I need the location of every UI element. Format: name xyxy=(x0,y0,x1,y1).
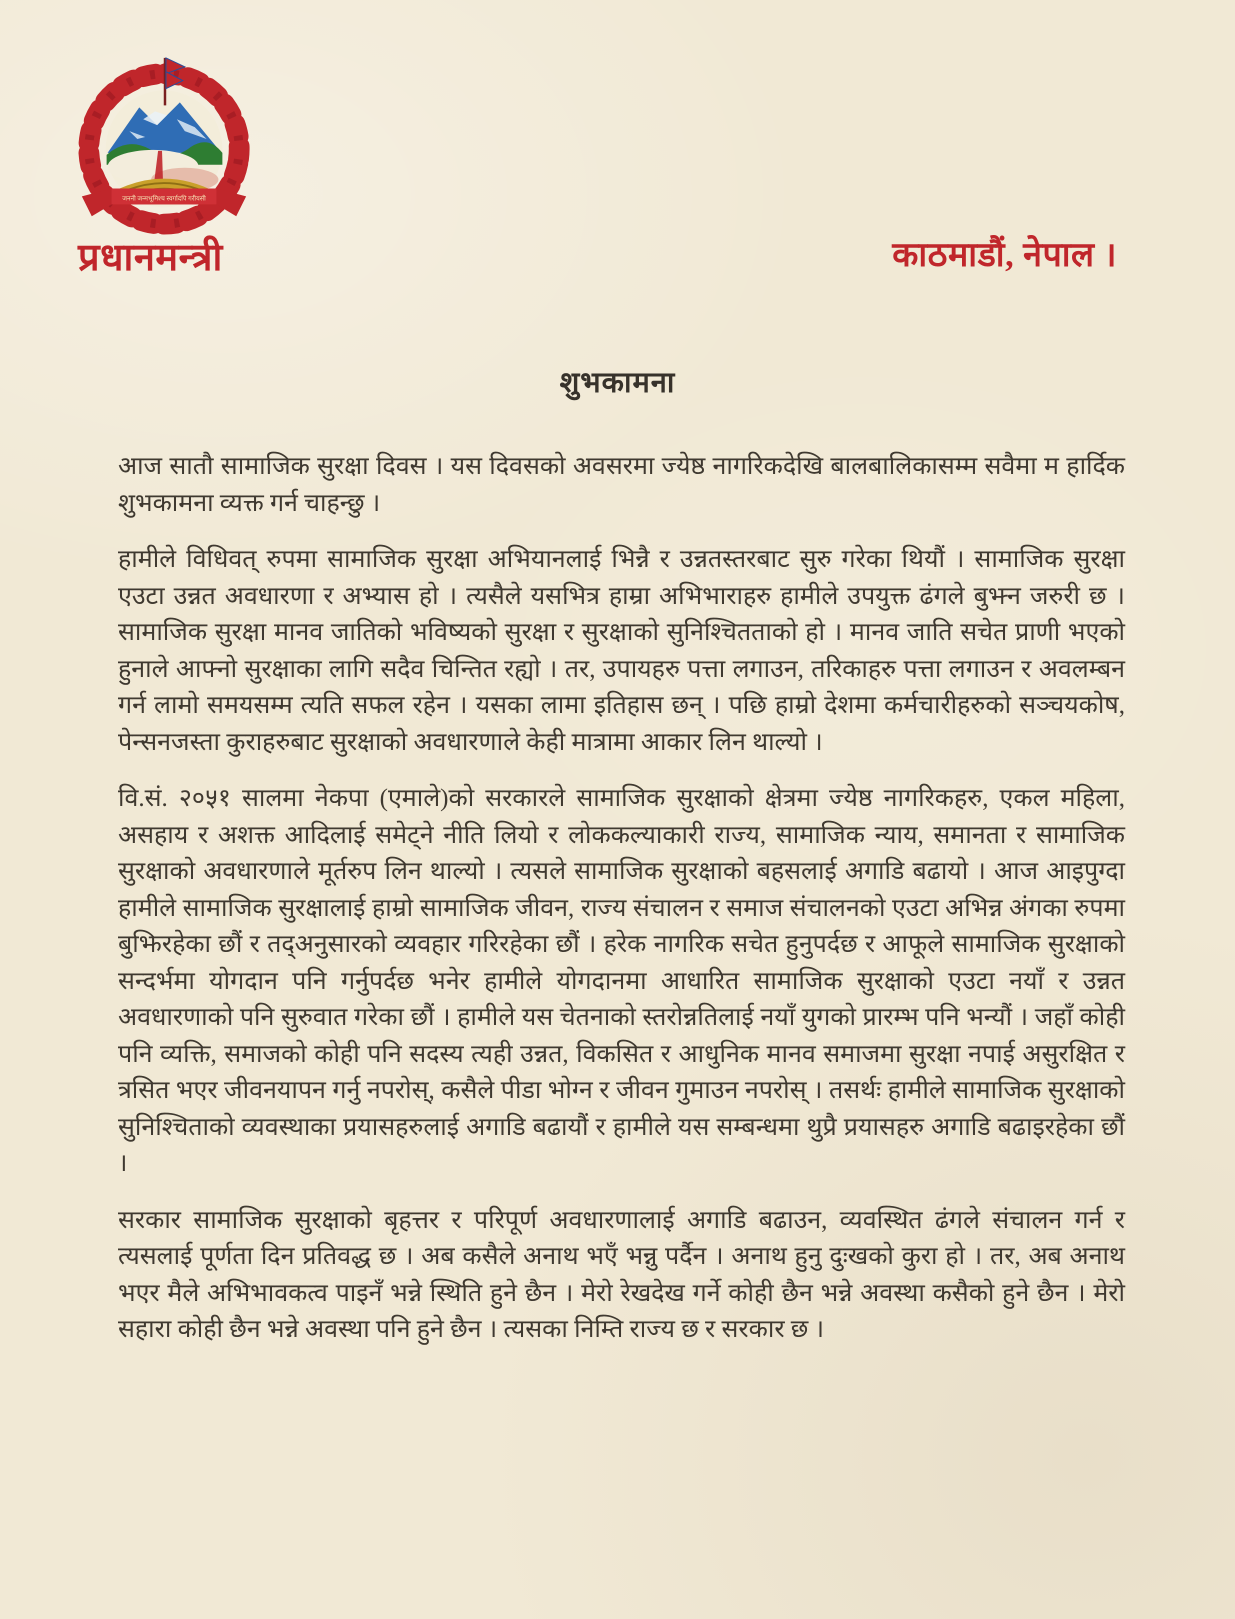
paragraph-history: हामीले विधिवत् रुपमा सामाजिक सुरक्षा अभियानलाई भिन्नै र उन्नतस्तरबाट सुरु गरेका थियौं । सामाजिक सुरक्षा एउटा उन्नत अवधारणा र अभ्यास हो । त्यसैले यसभित्र हाम्रा अभिभाराहरु हामीले उपयुक्त ढंगले बुझ्न जरुरी छ । सामाजिक सुरक्षा मानव जातिको भविष्यको सुरक्षा र सुरक्षाको सुनिश्चितताको हो । मानव जाति सचेत प्राणी भएको हुनाले आफ्नो सुरक्षाका लागि सदैव चिन्तित रह्यो । तर, उपायहरु पत्ता लगाउन, तरिकाहरु पत्ता लगाउन र अवलम्बन गर्न लामो समयसम्म त्यति सफल रहेन । यसका लामा इतिहास छन् । पछि हाम्रो देशमा कर्मचारीहरुको सञ्चयकोष, पेन्सनजस्ता कुराहरुबाट सुरक्षाको अवधारणाले केही मात्रामा आकार लिन थाल्यो । xyxy=(118,546,1125,756)
letter-body xyxy=(0,449,1235,1349)
paragraph-policy: वि.सं. २०५१ सालमा नेकपा (एमाले)को सरकारले सामाजिक सुरक्षाको क्षेत्रमा ज्येष्ठ नागरिकहरु, एकल महिला, असहाय र अशक्त आदिलाई समेट्ने नीति लियो र लोककल्याकारी राज्य, सामाजिक न्याय, समानता र सामाजिक सुरक्षाको अवधारणाले मूर्तरुप लिन थाल्यो । त्यसले सामाजिक सुरक्षाको बहसलाई अगाडि बढायो । आज आइपुग्दा हामीले सामाजिक सुरक्षालाई हाम्रो सामाजिक जीवन, राज्य संचालन र समाज संचालनको एउटा अभिन्न अंगका रुपमा बुझिरहेका छौं र तद्अनुसारको व्यवहार गरिरहेका छौं । हरेक नागरिक सचेत हुनुपर्दछ र आफूले सामाजिक सुरक्षाको सन्दर्भमा योगदान पनि गर्नुपर्दछ भनेर हामीले योगदानमा आधारित सामाजिक सुरक्षाको एउटा नयाँ र उन्नत अवधारणाको पनि सुरुवात गरेका छौं । हामीले यस चेतनाको स्तरोन्नतिलाई नयाँ युगको प्रारम्भ पनि भन्यौं । जहाँ कोही पनि व्यक्ति, समाजको कोही पनि सदस्य त्यही उन्नत, विकसित र आधुनिक मानव समाजमा सुरक्षा नपाई असुरक्षित र त्रसित भएर जीवनयापन गर्नु नपरोस्, कसैले पीडा भोग्न र जीवन गुमाउन नपरोस् । तसर्थः हामीले सामाजिक सुरक्षाको सुनिश्चिताको व्यवस्थाका प्रयासहरुलाई अगाडि बढायौं र हामीले यस सम्बन्धमा थुप्रै प्रयासहरु अगाडि बढाइरहेका छौं । xyxy=(118,785,1125,1177)
emblem-motto-text: जननी जन्मभूमिश्च स्वर्गादपि गरीयसी xyxy=(122,195,206,203)
nepal-coat-of-arms-icon xyxy=(60,48,268,236)
paragraph-greeting: आज सातौ सामाजिक सुरक्षा दिवस । यस दिवसको अवसरमा ज्येष्ठ नागरिकदेखि बालबालिकासम्म सवैमा म हार्दिक शुभकामना व्यक्त गर्न चाहन्छु । xyxy=(118,453,1125,517)
nepal-emblem-svg xyxy=(60,48,268,236)
paragraph-commitment: सरकार सामाजिक सुरक्षाको बृहत्तर र परिपूर्ण अवधारणालाई अगाडि बढाउन, व्यवस्थित ढंगले संचालन गर्न र त्यसलाई पूर्णता दिन प्रतिवद्ध छ । अब कसैले अनाथ भएँ भन्नु पर्दैन । अनाथ हुनु दुःखको कुरा हो । तर, अब अनाथ भएर मैले अभिभावकत्व पाइनँ भन्ने स्थिति हुने छैन । मेरो रेखदेख गर्ने कोही छैन भन्ने अवस्था कसैको हुने छैन । मेरो सहारा कोही छैन भन्ने अवस्था पनि हुने छैन । त्यसका निम्ति राज्य छ र सरकार छ । xyxy=(118,1206,1126,1343)
letter-title: शुभकामना xyxy=(559,367,676,399)
letterhead-location: काठमाडौं, नेपाल । xyxy=(892,237,1117,274)
letterhead xyxy=(0,0,1235,310)
office-title: प्रधानमन्त्री xyxy=(78,237,223,279)
